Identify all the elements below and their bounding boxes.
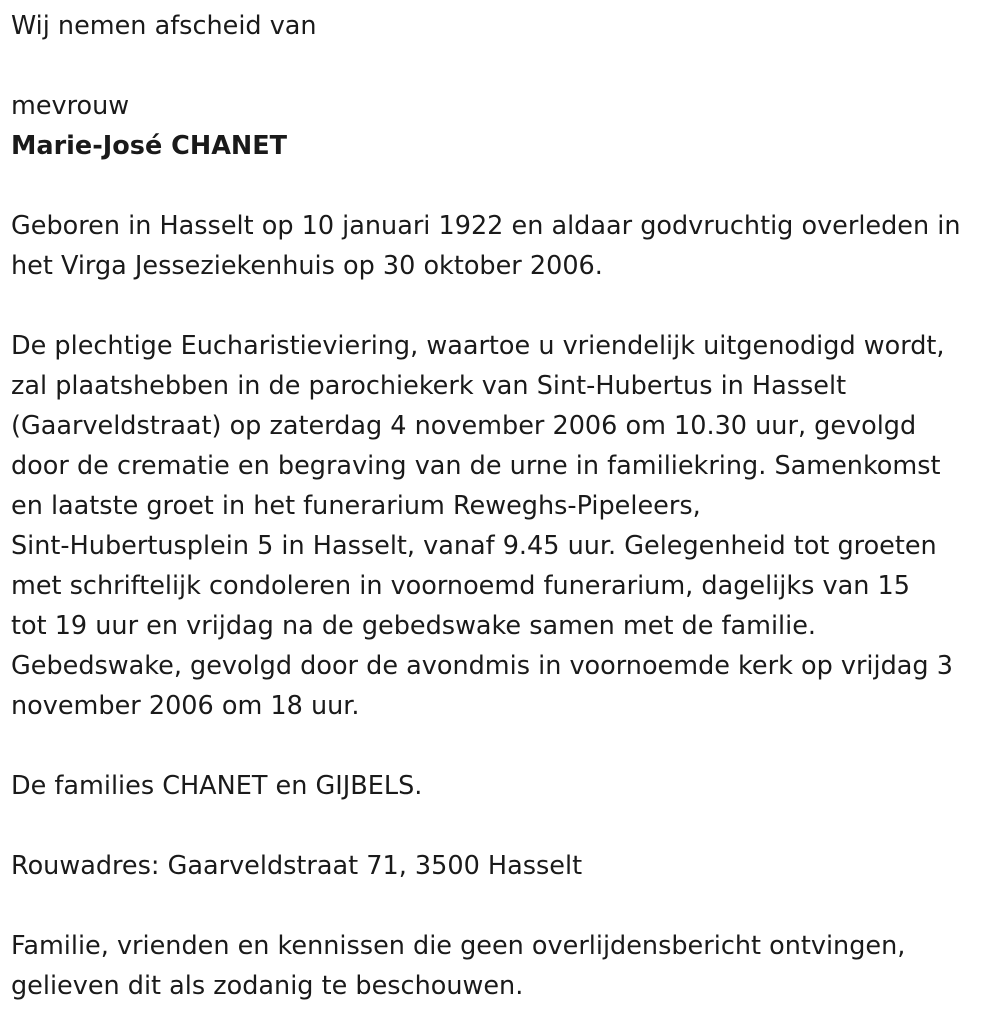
paragraph-line: en laatste groet in het funerarium Reweghs-Pipeleers, xyxy=(11,491,701,521)
paragraph-line: door de crematie en begraving van de urne in familiekring. Samenkomst xyxy=(11,451,941,481)
paragraph-line: tot 19 uur en vrijdag na de gebedswake samen met de familie. xyxy=(11,611,817,641)
spacer xyxy=(11,806,1000,846)
closing-paragraph xyxy=(11,926,1000,1006)
mourning-address: Rouwadres: Gaarveldstraat 71, 3500 Hasselt xyxy=(11,851,583,881)
families-signature: De families CHANET en GIJBELS. xyxy=(11,771,423,801)
paragraph-line: november 2006 om 18 uur. xyxy=(11,691,360,721)
salutation: mevrouw xyxy=(11,91,130,121)
paragraph-line: zal plaatshebben in de parochiekerk van Sint-Hubertus in Hasselt xyxy=(11,371,847,401)
paragraph-line: met schriftelijk condoleren in voornoemd funerarium, dagelijks van 15 xyxy=(11,571,910,601)
spacer xyxy=(11,46,1000,86)
paragraph-line: (Gaarveldstraat) op zaterdag 4 november 2006 om 10.30 uur, gevolgd xyxy=(11,411,917,441)
paragraph-line: Geboren in Hasselt op 10 januari 1922 en aldaar godvruchtig overleden in xyxy=(11,211,961,241)
spacer xyxy=(11,286,1000,326)
paragraph-line: gelieven dit als zodanig te beschouwen. xyxy=(11,971,524,1001)
deceased-name: Marie-José CHANET xyxy=(11,131,288,161)
intro-text: Wij nemen afscheid van xyxy=(11,11,317,41)
paragraph-line: Sint-Hubertusplein 5 in Hasselt, vanaf 9.45 uur. Gelegenheid tot groeten xyxy=(11,531,937,561)
paragraph-line: het Virga Jesseziekenhuis op 30 oktober 2006. xyxy=(11,251,603,281)
ceremony-paragraph xyxy=(11,326,1000,726)
paragraph-line: Gebedswake, gevolgd door de avondmis in voornoemde kerk op vrijdag 3 xyxy=(11,651,953,681)
spacer xyxy=(11,886,1000,926)
paragraph-line: De plechtige Eucharistieviering, waartoe u vriendelijk uitgenodigd wordt, xyxy=(11,331,945,361)
birth-paragraph xyxy=(11,206,1000,286)
spacer xyxy=(11,726,1000,766)
paragraph-line: Familie, vrienden en kennissen die geen overlijdensbericht ontvingen, xyxy=(11,931,906,961)
spacer xyxy=(11,166,1000,206)
